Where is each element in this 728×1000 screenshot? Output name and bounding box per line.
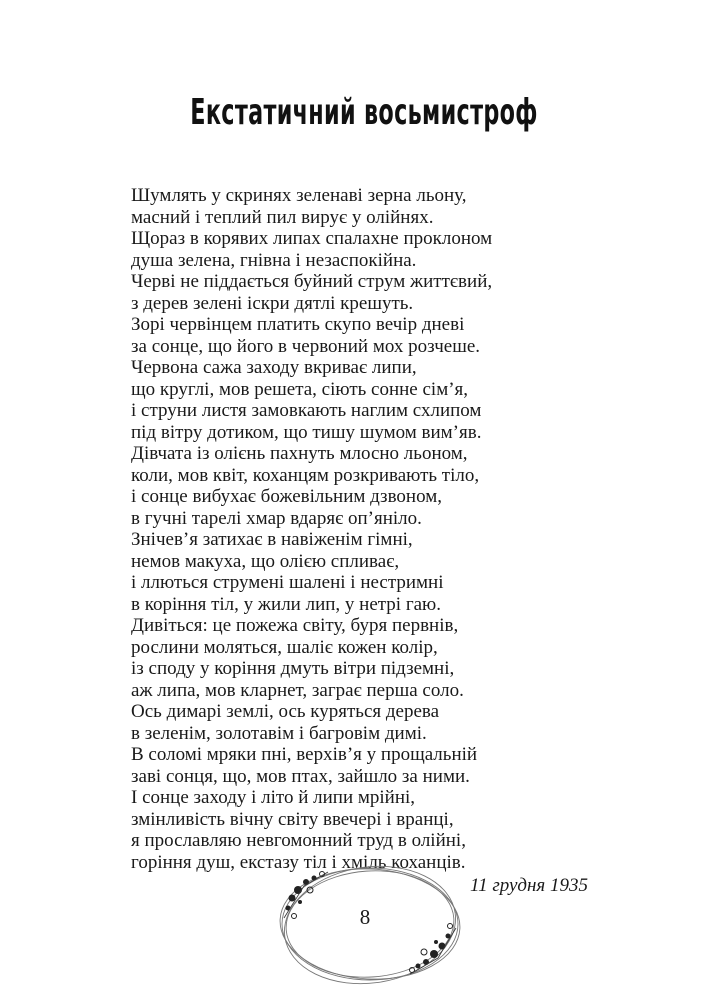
poem-line: в коріння тіл, у жили лип, у нетрі гаю. <box>131 593 442 615</box>
poem-line: Знічев’я затихає в навіженім гімні, <box>131 529 413 550</box>
poem-line: Черві не піддається буйний струм життєвий, <box>131 271 493 292</box>
poem-line: в гучні тарелі хмар вдаряє оп’яніло. <box>131 507 422 529</box>
poem-line: змінливість вічну світу ввечері і вранці, <box>131 808 454 830</box>
poem-date: 11 грудня 1935 <box>470 875 588 896</box>
poem-body <box>131 185 611 873</box>
poem-line: із споду у коріння дмуть вітри підземні, <box>131 658 455 679</box>
poem-line: І сонце заходу і літо й липи мрійні, <box>131 787 416 808</box>
poem-line: Дівчата із олієнь пахнуть млосно льоном, <box>131 443 468 464</box>
poem-line: душа зелена, гнівна і незаспокійна. <box>131 249 417 271</box>
poem-line: коли, мов квіт, коханцям розкривають тіло, <box>131 464 480 486</box>
poem-title: Екстатичний восьмистроф <box>190 92 538 133</box>
poem-line: заві сонця, що, мов птах, зайшло за ними. <box>131 765 470 787</box>
poem-line: Ось димарі землі, ось куряться дерева <box>131 701 440 722</box>
poem-line: Щораз в корявих липах спалахне проклоном <box>131 228 493 249</box>
poem-line: Шумлять у скринях зеленаві зерна льону, <box>131 185 467 206</box>
poem-line: за сонце, що його в червоний мох розчеше. <box>131 335 481 357</box>
poem-line: під вітру дотиком, що тишу шумом вим’яв. <box>131 421 482 443</box>
poem-line: В соломі мряки пні, верхів’я у прощальній <box>131 744 478 765</box>
poem-line: в зеленім, золотавім і багровім димі. <box>131 722 427 744</box>
poem-line: Червона сажа заходу вкриває липи, <box>131 357 417 378</box>
poem-line: і ллються струмені шалені і нестримні <box>131 572 444 593</box>
poem-line: немов макуха, що олією спливає, <box>131 550 400 572</box>
poem-line: Зорі червінцем платить скупо вечір дневі <box>131 314 465 335</box>
poem-line: я прославляю невгомонний труд в олійні, <box>131 830 466 851</box>
poem-line: аж липа, мов кларнет, заграє перша соло. <box>131 679 464 701</box>
poem-line: масний і теплий пил вирує у олійнях. <box>131 206 434 228</box>
poem-line: Дивіться: це пожежа світу, буря первнів, <box>131 615 459 636</box>
poem-line: і струни листя замовкають наглим схлипом <box>131 400 482 421</box>
poem-line: і сонце вибухає божевільним дзвоном, <box>131 486 442 507</box>
page-number: 8 <box>359 905 371 929</box>
poem-line: горіння душ, екстазу тіл і хміль коханців. <box>131 851 466 873</box>
poem-line: що круглі, мов решета, сіють сонне сім’я, <box>131 378 469 400</box>
poem-line: з дерев зелені іскри дятлі крешуть. <box>131 292 414 314</box>
poem-line: рослини моляться, шаліє кожен колір, <box>131 636 438 658</box>
